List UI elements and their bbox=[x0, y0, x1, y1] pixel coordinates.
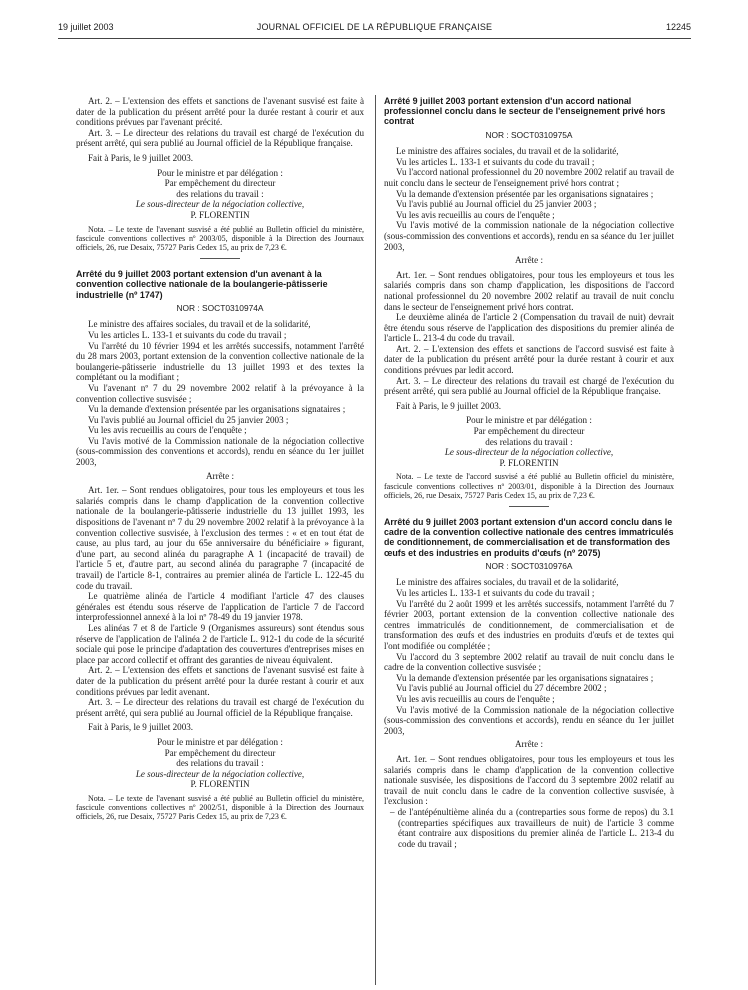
a2-signature-name: P. FLORENTIN bbox=[190, 779, 250, 790]
a2-visa-8: Vu l'avis motivé de la Commission nationale de la négociation collective (sous-commission des conventions et accords), rendu en séance du 1er juillet 2003, bbox=[76, 435, 364, 468]
a2-signature-line-3: des relations du travail : bbox=[176, 758, 264, 769]
b2-visa-7: Vu les avis recueillis au cours de l'enquête ; bbox=[396, 693, 555, 704]
b1-visa-7: Vu l'avis motivé de la commission nationale de la négociation collective (sous-commission des conventions et accords), rendu en sa séance du 1er juillet 2003, bbox=[384, 220, 674, 252]
a2-article-1: Art. 1er. – Sont rendues obligatoires, pour tous les employeurs et tous les salariés compris dans le champ d'application de la convention collective nationale de la boulangerie-pâtisserie industrielle du 13 juillet 1993, les dispositions de l'avenant nº 7 du 29 novembre 2002 relatif à la prévoyance à la convention collective susvisée, à l'exclusion des termes : « et en tout état de cause, au plus tard, au jour du 65e anniversaire du bénéficiaire » figurant, d'une part, au second alinéa du paragraphe A 1 (incapacité de travail) de l'article 5 et, d'autre part, au second alinéa du paragraphe 7 (incapacité de travail) de l'article 8-1, contraires au premier alinéa de l'article L. 122-45 du code du travail. bbox=[76, 485, 364, 591]
a1-signature-line-1: Pour le ministre et par délégation : bbox=[157, 167, 283, 178]
b1-visa-2: Vu les articles L. 133-1 et suivants du code du travail ; bbox=[396, 156, 595, 167]
b1-signature-line-2: Par empêchement du directeur bbox=[473, 426, 585, 437]
a1-article-2: Art. 2. – L'extension des effets et sanctions de l'avenant susvisé est faite à dater de la publication du présent arrêté pour la durée restant à courir et aux conditions prévues par l'avenant précité. bbox=[76, 96, 364, 128]
a1-article-3: Art. 3. – Le directeur des relations du travail est chargé de l'exécution du présent arrêté, qui sera publié au Journal officiel de la République française. bbox=[76, 127, 364, 149]
b2-article-1: Art. 1er. – Sont rendues obligatoires, pour tous les employeurs et tous les salariés compris dans le champ d'application de la convention collective nationale susvisée, les dispositions de l'accord du 3 septembre 2002 relatif au travail de nuit conclu dans le cadre de la convention collective susvisée, à l'exclusion : bbox=[384, 753, 674, 807]
b1-signature-line-4: Le sous-directeur de la négociation collective, bbox=[444, 447, 614, 458]
separator bbox=[509, 506, 549, 507]
a2-article-3: Art. 3. – Le directeur des relations du travail est chargé de l'exécution du présent arrêté, qui sera publié au Journal officiel de la République française. bbox=[76, 697, 364, 718]
b2-arrete: Arrête : bbox=[514, 739, 544, 750]
left-column bbox=[76, 96, 364, 821]
b2-visa-6: Vu l'avis publié au Journal officiel du 27 décembre 2002 ; bbox=[396, 683, 607, 694]
b2-visa-1: Le ministre des affaires sociales, du travail et de la solidarité, bbox=[396, 577, 619, 588]
a1-fait: Fait à Paris, le 9 juillet 2003. bbox=[88, 152, 194, 163]
b1-visa-3: Vu l'accord national professionnel du 20 novembre 2002 relatif au travail de nuit conclu dans le secteur de l'enseignement privé hors contrat ; bbox=[384, 167, 674, 188]
b2-exclusion-item: – de l'antépénultième alinéa du a (contreparties sous forme de repos) du 3.1 (contreparties spécifiques aux travailleurs de nuit) de l'article 3 comme étant contraire aux dispositions du premier alinéa de l'article L. 213-4 du code du travail ; bbox=[390, 806, 674, 849]
column-divider bbox=[375, 95, 376, 985]
a2-title: Arrêté du 9 juillet 2003 portant extension d'un avenant à la convention collective nationale de la boulangerie-pâtisserie industrielle (nº 1747) bbox=[76, 269, 328, 300]
b2-visa-5: Vu la demande d'extension présentée par les organisations signataires ; bbox=[396, 672, 654, 683]
b2-nor: NOR : SOCT0310976A bbox=[485, 560, 573, 571]
a2-arrete: Arrête : bbox=[205, 470, 235, 481]
a1-signature-line-2: Par empêchement du directeur bbox=[164, 178, 276, 189]
b1-signature-line-1: Pour le ministre et par délégation : bbox=[466, 415, 592, 426]
b1-visa-1: Le ministre des affaires sociales, du travail et de la solidarité, bbox=[396, 146, 619, 157]
separator bbox=[200, 258, 240, 259]
b2-visa-4: Vu l'accord du 3 septembre 2002 relatif au travail de nuit conclu dans le cadre de la convention collective susvisée ; bbox=[384, 651, 674, 673]
b2-visa-3: Vu l'arrêté du 2 août 1999 et les arrêtés successifs, notamment l'arrêté du 7 février 2003, portant extension de la convention collective nationale des centres immatriculés de conditionnement, de commercialisation et de transformation des œufs et des industries en produits d'œufs et de textes qui l'ont modifiée ou complétée ; bbox=[384, 598, 674, 651]
a2-visa-1: Le ministre des affaires sociales, du travail et de la solidarité, bbox=[88, 319, 311, 330]
b1-signature-line-3: des relations du travail : bbox=[485, 436, 573, 447]
a2-article-2: Art. 2. – L'extension des effets et sanctions de l'avenant susvisé est faite à dater de la publication du présent arrêté pour la durée restant à courir et aux conditions prévues par ledit avenant. bbox=[76, 665, 364, 697]
b1-visa-6: Vu les avis recueillis au cours de l'enquête ; bbox=[396, 209, 555, 220]
b1-article-3: Art. 3. – Le directeur des relations du travail est chargé de l'exécution du présent arrêté, qui sera publié au Journal officiel de la République française. bbox=[384, 375, 674, 397]
b1-arrete: Arrête : bbox=[514, 255, 544, 266]
a1-signature-line-3: des relations du travail : bbox=[176, 188, 264, 199]
header-page-number: 12245 bbox=[665, 22, 691, 32]
b1-visa-4: Vu la demande d'extension présentée par les organisations signataires ; bbox=[396, 188, 654, 199]
a2-signature-line-2: Par empêchement du directeur bbox=[164, 747, 276, 758]
header-journal-title: JOURNAL OFFICIEL DE LA RÉPUBLIQUE FRANÇAISE bbox=[256, 22, 493, 32]
a2-signature-line-4: Le sous-directeur de la négociation collective, bbox=[135, 768, 305, 779]
b1-article-1: Art. 1er. – Sont rendues obligatoires, pour tous les employeurs et tous les salariés compris dans son champ d'application, les dispositions de l'accord national professionnel du 20 novembre 2002 relatif au travail de nuit conclu dans le secteur de l'enseignement privé hors contrat. bbox=[384, 269, 674, 312]
b1-title: Arrêté 9 juillet 2003 portant extension d'un accord national professionnel conclu dans le secteur de l'enseignement privé hors contrat bbox=[384, 96, 666, 127]
b2-visa-2: Vu les articles L. 133-1 et suivants du code du travail ; bbox=[396, 588, 595, 599]
b1-article-2: Art. 2. – L'extension des effets et sanctions de l'accord susvisé est faite à dater de la publication du présent arrêté pour la durée restant à courir et aux conditions prévues par ledit accord. bbox=[384, 343, 674, 376]
a2-article-1-para-2: Le quatrième alinéa de l'article 4 modifiant l'article 47 des clauses générales est étendu sous réserve de l'application de l'article 7 de l'accord interprofessionnel annexé à la loi nº 78-49 du 19 janvier 1978. bbox=[76, 591, 364, 623]
header-rule bbox=[58, 38, 691, 39]
b1-signature-name: P. FLORENTIN bbox=[499, 457, 559, 468]
b1-nor: NOR : SOCT0310975A bbox=[485, 129, 573, 140]
a2-article-1-para-3: Les alinéas 7 et 8 de l'article 9 (Organismes assureurs) sont étendus sous réserve de l'application de l'alinéa 2 de l'article L. 912-1 du code de la sécurité sociale qui pose le principe d'adaptation des couvertures d'entreprises mises en place par accord collectif et offrant des garanties de niveau équivalent. bbox=[76, 622, 364, 665]
a2-visa-7: Vu les avis recueillis au cours de l'enquête ; bbox=[88, 425, 247, 436]
a2-visa-2: Vu les articles L. 133-1 et suivants du code du travail ; bbox=[88, 329, 287, 340]
a1-signature-name: P. FLORENTIN bbox=[190, 209, 250, 220]
a1-signature-line-4: Le sous-directeur de la négociation collective, bbox=[135, 199, 305, 210]
header-date: 19 juillet 2003 bbox=[58, 22, 114, 32]
b2-title: Arrêté du 9 juillet 2003 portant extension d'un accord conclu dans le cadre de la convention collective nationale des centres immatriculés de conditionnement, de commercialisation et de transformation des œufs et des industries en produits d'œufs (nº 2075) bbox=[384, 517, 674, 558]
right-column bbox=[384, 96, 674, 849]
a2-visa-3: Vu l'arrêté du 10 février 1994 et les arrêtés successifs, notamment l'arrêté du 28 mars 2003, portant extension de la convention collective nationale de la boulangerie-pâtisserie industrielle du 13 juillet 1993 et des textes la complétant ou la modifiant ; bbox=[76, 340, 364, 383]
b1-visa-5: Vu l'avis publié au Journal officiel du 25 janvier 2003 ; bbox=[396, 199, 597, 210]
a2-signature-line-1: Pour le ministre et par délégation : bbox=[157, 736, 283, 747]
a2-visa-5: Vu la demande d'extension présentée par les organisations signataires ; bbox=[88, 404, 346, 415]
a2-nor: NOR : SOCT0310974A bbox=[176, 302, 264, 313]
b1-fait: Fait à Paris, le 9 juillet 2003. bbox=[396, 400, 502, 411]
b2-visa-8: Vu l'avis motivé de la Commission nationale de la négociation collective (sous-commission des conventions et accords), rendu en séance du 1er juillet 2003, bbox=[384, 704, 674, 736]
a2-fait: Fait à Paris, le 9 juillet 2003. bbox=[88, 722, 194, 733]
a2-nota: Nota. – Le texte de l'avenant susvisé a été publié au Bulletin officiel du ministère, fascicule conventions collectives nº 2002/51, disponible à la Direction des Journaux officiels, 26, rue Desaix, 75727 Paris Cedex 15, au prix de 7,23 €. bbox=[76, 793, 364, 822]
b1-article-1-para-2: Le deuxième alinéa de l'article 2 (Compensation du travail de nuit) devrait être étendu sous réserve de l'application des dispositions du premier alinéa de l'article L. 213-4 du code du travail. bbox=[384, 312, 674, 344]
a2-visa-6: Vu l'avis publié au Journal officiel du 25 janvier 2003 ; bbox=[88, 414, 289, 425]
b1-nota: Nota. – Le texte de l'accord susvisé a été publié au Bulletin officiel du ministère, fascicule conventions collectives nº 2003/01, disponible à la Direction des Journaux officiels, 26, rue Desaix, 75727 Paris Cedex 15, au prix de 7,23 €. bbox=[384, 472, 674, 500]
a2-visa-4: Vu l'avenant nº 7 du 29 novembre 2002 relatif à la prévoyance à la convention collective susvisée ; bbox=[76, 382, 364, 404]
page-header bbox=[58, 22, 691, 36]
a1-nota: Nota. – Le texte de l'avenant susvisé a été publié au Bulletin officiel du ministère, fascicule conventions collectives nº 2003/05, disponible à la Direction des Journaux officiels, 26, rue Desaix, 75727 Paris Cedex 15, au prix de 7,23 €. bbox=[76, 224, 364, 252]
